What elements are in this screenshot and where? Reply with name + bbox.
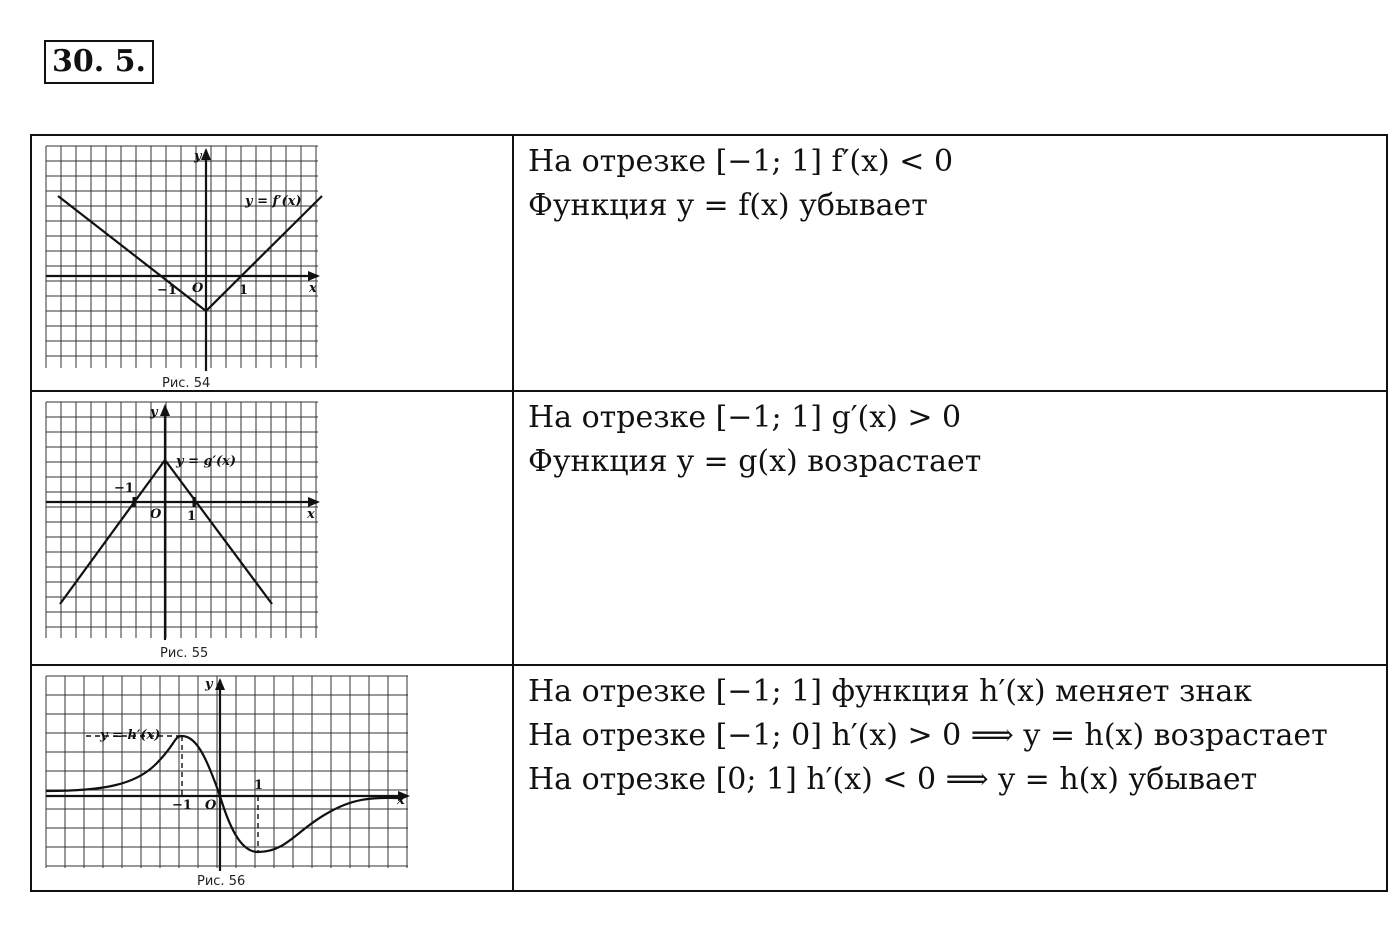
text-cell [513, 135, 1387, 391]
x-axis-arrow-icon [308, 497, 320, 507]
tick-label-pos: 1 [187, 509, 197, 525]
y-axis-arrow-icon [160, 404, 170, 416]
grid [46, 146, 318, 368]
solution-line: На отрезке [−1; 1] g′(x) > 0 [528, 400, 962, 436]
tick-label-neg: −1 [172, 797, 192, 813]
curve-label: y = h′(x) [100, 727, 161, 743]
table-row [31, 135, 1387, 391]
graph-g-prime [46, 402, 321, 642]
solution-line: На отрезке [−1; 1] функция h′(x) меняет знак [528, 673, 1253, 709]
solution-line: Функция y = g(x) возрастает [528, 444, 982, 480]
figure-caption: Рис. 55 [160, 646, 209, 662]
text-cell [513, 665, 1387, 891]
solution-line: На отрезке [−1; 1] f′(x) < 0 [528, 144, 954, 179]
y-axis-arrow-icon [201, 148, 211, 160]
solution-line: Функция y = f(x) убывает [528, 188, 928, 223]
curve-label: y = g′(x) [176, 454, 237, 470]
x-axis-label: x [309, 281, 317, 296]
solution-line: На отрезке [−1; 0] h′(x) > 0 ⟹ y = h(x) возрастает [528, 717, 1328, 753]
text-cell [513, 391, 1387, 664]
x-axis-label: x [307, 507, 315, 523]
origin-label: O [205, 797, 217, 813]
table-row [31, 391, 1387, 664]
x-axis-label: x [397, 792, 405, 808]
figure-cell [31, 391, 513, 664]
tick-label-pos: 1 [239, 283, 249, 298]
figure-caption: Рис. 56 [197, 873, 246, 889]
tick-label-neg: −1 [114, 481, 134, 497]
figure-cell [31, 665, 513, 891]
figure-cell [31, 135, 513, 391]
solution-line: На отрезке [0; 1] h′(x) < 0 ⟹ y = h(x) убывает [528, 761, 1258, 797]
y-axis-label: y [205, 676, 213, 692]
y-axis-label: y [150, 405, 158, 421]
problem-number: 30. 5. [44, 40, 154, 84]
curve-label: y = f′(x) [245, 194, 302, 209]
graph-h-prime [46, 676, 411, 871]
grid [46, 402, 318, 638]
origin-label: O [150, 507, 162, 523]
y-axis-label: y [194, 149, 202, 164]
tick-label-pos: 1 [254, 777, 264, 793]
curve [46, 736, 402, 852]
origin-label: O [192, 281, 204, 296]
solution-table [30, 134, 1388, 892]
x-axis-arrow-icon [308, 271, 320, 281]
curve [58, 196, 322, 311]
figure-caption: Рис. 54 [162, 376, 211, 391]
tick-label-neg: −1 [157, 283, 177, 298]
grid [46, 676, 408, 868]
table-row [31, 665, 1387, 891]
graph-f-prime [46, 146, 321, 371]
